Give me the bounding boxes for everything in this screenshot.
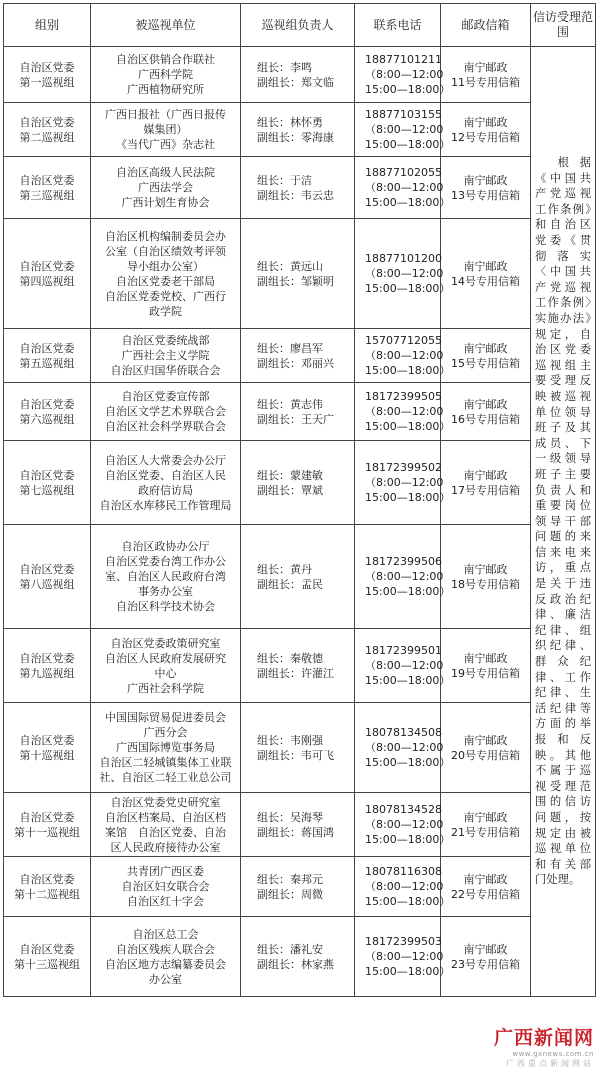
units-cell-line: 自治区档案局、自治区档 bbox=[105, 810, 226, 824]
phone-cell-line: 18078116308 bbox=[365, 865, 442, 878]
mailbox-cell-line: 南宁邮政 bbox=[463, 733, 508, 747]
mailbox-cell bbox=[441, 525, 531, 629]
units-cell-line: 中国国际贸易促进委员会 bbox=[105, 711, 226, 724]
patrol-contact-table bbox=[3, 3, 596, 997]
table-row bbox=[4, 629, 596, 703]
phone-cell-line: （8:00—12:00 bbox=[365, 349, 444, 362]
phone-cell bbox=[355, 703, 451, 793]
mailbox-cell-line: 南宁邮政 bbox=[463, 397, 508, 411]
leader-name: 组长：于洁 bbox=[257, 173, 312, 187]
units-cell-line: 广西植物研究所 bbox=[127, 83, 204, 96]
units-cell-line: 政学院 bbox=[149, 304, 182, 318]
units-cell bbox=[91, 219, 241, 329]
phone-cell-line: （8:00—12:00 bbox=[365, 818, 444, 831]
group-cell-line: 自治区党委 bbox=[19, 259, 75, 273]
phone-cell-line: 15:00—18:00） bbox=[365, 674, 451, 687]
group-cell-line: 自治区党委 bbox=[19, 651, 75, 665]
group-cell bbox=[4, 793, 91, 857]
mailbox-cell-line: 南宁邮政 bbox=[463, 651, 508, 665]
units-cell bbox=[91, 329, 241, 383]
mailbox-cell-line: 11号专用信箱 bbox=[451, 75, 520, 89]
watermark-url: www.gxnews.com.cn bbox=[512, 1050, 594, 1058]
units-cell-line: 自治区归国华侨联合会 bbox=[110, 364, 221, 377]
units-cell-line: 广西国际博览事务局 bbox=[116, 741, 215, 754]
mailbox-cell bbox=[441, 383, 531, 441]
units-cell bbox=[91, 47, 241, 103]
leader-name: 组长：林怀勇 bbox=[257, 115, 323, 129]
phone-cell-line: 18172399505 bbox=[365, 390, 442, 403]
phone-cell-line: 15:00—18:00） bbox=[365, 364, 451, 377]
deputy-leader-name: 副组长：王天广 bbox=[257, 412, 334, 426]
group-cell bbox=[4, 857, 91, 917]
phone-cell bbox=[355, 525, 451, 629]
leader-name: 组长：李鸣 bbox=[257, 60, 312, 74]
mailbox-cell-line: 南宁邮政 bbox=[463, 259, 508, 273]
leader-name: 组长：秦邦元 bbox=[257, 872, 323, 886]
scope-text: 根据《中国共产党巡视工作条例》和自治区党委《贯彻落实〈中国共产党巡视工作条例〉实施办法》规定，自治区党委巡视组主要受理反映被巡视单位领导班子及其成员、下一级领导班子主要负责人和重要岗位领导干部问题的来信来电来访，重点是关于违反政治纪律、廉洁纪律、组织纪律、群众纪律、工作纪律、生活纪律等方面的举报和反映。其他不属于巡视受理范围的信访问题，按规定由被巡视单位和有关部门处理。 bbox=[531, 47, 596, 997]
deputy-leader-name: 副组长：韦可飞 bbox=[257, 748, 334, 762]
group-cell bbox=[4, 329, 91, 383]
units-cell-line: 广西社会科学院 bbox=[127, 681, 204, 695]
table-row bbox=[4, 157, 596, 219]
group-cell-line: 自治区党委 bbox=[19, 810, 75, 824]
phone-cell-line: （8:00—12:00 bbox=[365, 741, 444, 754]
leader-cell bbox=[241, 157, 355, 219]
mailbox-cell bbox=[441, 917, 531, 997]
units-cell-line: 自治区供销合作联社 bbox=[116, 53, 215, 66]
mailbox-cell-line: 15号专用信箱 bbox=[451, 356, 520, 370]
units-cell-line: 自治区文学艺术界联合会 bbox=[105, 405, 226, 418]
group-cell-line: 第二巡视组 bbox=[19, 130, 75, 144]
units-cell bbox=[91, 157, 241, 219]
mailbox-cell-line: 南宁邮政 bbox=[463, 810, 508, 824]
units-cell bbox=[91, 857, 241, 917]
leader-name: 组长：廖昌军 bbox=[257, 341, 323, 355]
leader-name: 组长：蒙建敏 bbox=[257, 468, 323, 482]
phone-cell bbox=[355, 857, 451, 917]
phone-cell-line: （8:00—12:00 bbox=[365, 476, 444, 489]
group-cell-line: 第九巡视组 bbox=[19, 666, 75, 680]
mailbox-cell bbox=[441, 103, 531, 157]
phone-cell-line: 15:00—18:00） bbox=[365, 420, 451, 433]
group-cell-line: 第一巡视组 bbox=[19, 75, 75, 89]
leader-cell bbox=[241, 525, 355, 629]
leader-cell bbox=[241, 857, 355, 917]
units-cell-line: 自治区党委、自治区人民 bbox=[105, 468, 226, 482]
table-row bbox=[4, 103, 596, 157]
group-cell bbox=[4, 629, 91, 703]
leader-cell bbox=[241, 793, 355, 857]
mailbox-cell bbox=[441, 703, 531, 793]
phone-cell bbox=[355, 103, 451, 157]
units-cell-line: 自治区高级人民法院 bbox=[116, 166, 215, 179]
leader-cell bbox=[241, 383, 355, 441]
units-cell-line: 自治区机构编制委员会办 bbox=[105, 229, 226, 243]
phone-cell-line: （8:00—12:00 bbox=[365, 659, 444, 672]
group-cell-line: 自治区党委 bbox=[19, 733, 75, 747]
phone-cell-line: 18877102055 bbox=[365, 166, 442, 179]
deputy-leader-name: 副组长：韦云忠 bbox=[257, 188, 334, 202]
leader-cell bbox=[241, 219, 355, 329]
units-cell-line: 自治区社会科学界联合会 bbox=[105, 420, 226, 433]
mailbox-cell-line: 16号专用信箱 bbox=[451, 412, 520, 426]
leader-name: 组长：黄丹 bbox=[257, 562, 312, 576]
group-cell-line: 自治区党委 bbox=[19, 872, 75, 886]
table-header-row bbox=[4, 4, 596, 47]
mailbox-cell-line: 南宁邮政 bbox=[463, 60, 508, 74]
units-cell-line: 自治区党委政策研究室 bbox=[110, 636, 221, 650]
group-cell bbox=[4, 703, 91, 793]
units-cell-line: 自治区水库移民工作管理局 bbox=[99, 498, 232, 512]
table-row bbox=[4, 329, 596, 383]
group-cell-line: 自治区党委 bbox=[19, 468, 75, 482]
deputy-leader-name: 副组长：许灌江 bbox=[257, 666, 334, 680]
mailbox-cell-line: 南宁邮政 bbox=[463, 562, 508, 576]
units-cell-line: 自治区党委党校、广西行 bbox=[105, 289, 226, 303]
leader-name: 组长：黄远山 bbox=[257, 259, 323, 273]
phone-cell-line: 15:00—18:00） bbox=[365, 585, 451, 598]
units-cell-line: 自治区政协办公厅 bbox=[121, 540, 210, 553]
phone-cell bbox=[355, 629, 451, 703]
phone-cell bbox=[355, 47, 451, 103]
group-cell-line: 第七巡视组 bbox=[19, 483, 75, 497]
mailbox-cell-line: 21号专用信箱 bbox=[451, 825, 520, 839]
group-cell-line: 自治区党委 bbox=[19, 60, 75, 74]
group-cell-line: 第五巡视组 bbox=[19, 356, 75, 370]
units-cell-line: 中心 bbox=[154, 666, 177, 680]
phone-cell-line: （8:00—12:00 bbox=[365, 405, 444, 418]
leader-cell bbox=[241, 441, 355, 525]
units-cell-line: 案馆 自治区党委、自治 bbox=[105, 825, 226, 839]
phone-cell bbox=[355, 383, 451, 441]
units-cell bbox=[91, 917, 241, 997]
group-cell-line: 第十巡视组 bbox=[19, 748, 75, 762]
group-cell bbox=[4, 219, 91, 329]
deputy-leader-name: 副组长：孟民 bbox=[257, 577, 323, 591]
phone-cell-line: 18078134508 bbox=[365, 726, 442, 739]
group-cell-line: 自治区党委 bbox=[19, 562, 75, 576]
mailbox-cell-line: 南宁邮政 bbox=[463, 942, 508, 956]
units-cell-line: 事务办公室 bbox=[138, 585, 193, 598]
units-cell-line: 自治区地方志编纂委员会 bbox=[105, 957, 226, 971]
units-cell-line: 广西社会主义学院 bbox=[121, 349, 210, 362]
table-row bbox=[4, 703, 596, 793]
phone-cell-line: 18172399502 bbox=[365, 461, 442, 474]
deputy-leader-name: 副组长：零海康 bbox=[257, 130, 334, 144]
group-cell-line: 第八巡视组 bbox=[19, 577, 75, 591]
units-cell-line: 自治区党委宣传部 bbox=[121, 390, 210, 403]
table-row bbox=[4, 383, 596, 441]
mailbox-cell-line: 南宁邮政 bbox=[463, 115, 508, 129]
group-cell bbox=[4, 157, 91, 219]
phone-cell bbox=[355, 441, 451, 525]
mailbox-cell bbox=[441, 219, 531, 329]
mailbox-cell bbox=[441, 157, 531, 219]
watermark-subtitle: 广西重点新闻网站 bbox=[506, 1059, 594, 1068]
phone-cell-line: （8:00—12:00 bbox=[365, 950, 444, 963]
mailbox-cell-line: 南宁邮政 bbox=[463, 468, 508, 482]
phone-cell-line: 15:00—18:00） bbox=[365, 83, 451, 96]
mailbox-cell bbox=[441, 441, 531, 525]
group-cell-line: 第十三巡视组 bbox=[14, 957, 80, 971]
phone-cell-line: （8:00—12:00 bbox=[365, 68, 444, 81]
leader-cell bbox=[241, 703, 355, 793]
group-cell-line: 自治区党委 bbox=[19, 173, 75, 187]
header-units: 被巡视单位 bbox=[91, 4, 241, 47]
group-cell bbox=[4, 441, 91, 525]
group-cell-line: 自治区党委 bbox=[19, 942, 75, 956]
mailbox-cell bbox=[441, 47, 531, 103]
table-row bbox=[4, 857, 596, 917]
header-leader: 巡视组负责人 bbox=[241, 4, 355, 47]
mailbox-cell bbox=[441, 857, 531, 917]
phone-cell-line: 18877101200 bbox=[365, 252, 442, 265]
units-cell-line: 自治区党委老干部局 bbox=[116, 274, 215, 288]
units-cell-line: 共青团广西区委 bbox=[127, 865, 204, 878]
units-cell-line: 自治区二轻城镇集体工业联 bbox=[99, 756, 232, 769]
units-cell-line: 自治区残疾人联合会 bbox=[116, 942, 215, 956]
mailbox-cell-line: 20号专用信箱 bbox=[451, 748, 520, 762]
deputy-leader-name: 副组长：蒋国鸿 bbox=[257, 825, 334, 839]
units-cell-line: 广西法学会 bbox=[138, 181, 193, 194]
mailbox-cell bbox=[441, 629, 531, 703]
units-cell-line: 自治区人民政府发展研究 bbox=[105, 651, 226, 665]
units-cell-line: 政府信访局 bbox=[138, 483, 193, 497]
mailbox-cell bbox=[441, 793, 531, 857]
mailbox-cell-line: 13号专用信箱 bbox=[451, 188, 520, 202]
units-cell-line: 自治区总工会 bbox=[132, 927, 199, 941]
leader-name: 组长：吴海琴 bbox=[257, 810, 323, 824]
phone-cell-line: 18877103155 bbox=[365, 108, 442, 121]
mailbox-cell-line: 南宁邮政 bbox=[463, 872, 508, 886]
deputy-leader-name: 副组长：郑文临 bbox=[257, 75, 334, 89]
phone-cell bbox=[355, 157, 451, 219]
phone-cell-line: 18172399503 bbox=[365, 935, 442, 948]
table-row bbox=[4, 793, 596, 857]
phone-cell-line: （8:00—12:00 bbox=[365, 267, 444, 280]
units-cell-line: 广西计划生育协会 bbox=[121, 196, 210, 209]
units-cell-line: 办公室 bbox=[149, 972, 182, 986]
phone-cell-line: （8:00—12:00 bbox=[365, 880, 444, 893]
phone-cell-line: 15707712055 bbox=[365, 334, 442, 347]
leader-name: 组长：潘礼安 bbox=[257, 942, 323, 956]
table-row bbox=[4, 219, 596, 329]
header-group: 组别 bbox=[4, 4, 91, 47]
phone-cell-line: 15:00—18:00） bbox=[365, 138, 451, 151]
phone-cell-line: （8:00—12:00 bbox=[365, 123, 444, 136]
group-cell bbox=[4, 383, 91, 441]
mailbox-cell-line: 12号专用信箱 bbox=[451, 130, 520, 144]
mailbox-cell-line: 22号专用信箱 bbox=[451, 887, 520, 901]
leader-cell bbox=[241, 329, 355, 383]
leader-name: 组长：韦刚强 bbox=[257, 733, 323, 747]
units-cell-line: 自治区妇女联合会 bbox=[121, 880, 210, 893]
units-cell-line: 导小组办公室） bbox=[127, 259, 204, 273]
deputy-leader-name: 副组长：林家燕 bbox=[257, 957, 334, 971]
group-cell-line: 第三巡视组 bbox=[19, 188, 75, 202]
mailbox-cell bbox=[441, 329, 531, 383]
mailbox-cell-line: 南宁邮政 bbox=[463, 341, 508, 355]
watermark bbox=[494, 1023, 594, 1069]
mailbox-cell-line: 14号专用信箱 bbox=[451, 274, 520, 288]
group-cell bbox=[4, 103, 91, 157]
phone-cell bbox=[355, 219, 451, 329]
deputy-leader-name: 副组长：覃斌 bbox=[257, 483, 323, 497]
units-cell bbox=[91, 103, 241, 157]
units-cell-line: 自治区党委台湾工作办公 bbox=[105, 555, 226, 568]
leader-cell bbox=[241, 917, 355, 997]
table-row bbox=[4, 441, 596, 525]
units-cell bbox=[91, 441, 241, 525]
units-cell bbox=[91, 629, 241, 703]
units-cell bbox=[91, 793, 241, 857]
phone-cell bbox=[355, 329, 451, 383]
phone-cell-line: 15:00—18:00） bbox=[365, 756, 451, 769]
units-cell-line: 广西科学院 bbox=[138, 68, 193, 81]
group-cell-line: 第六巡视组 bbox=[19, 412, 75, 426]
header-phone: 联系电话 bbox=[355, 4, 441, 47]
phone-cell-line: 18877101211 bbox=[365, 53, 442, 66]
units-cell-line: 广西日报社（广西日报传 bbox=[105, 108, 226, 121]
phone-cell-line: 18172399506 bbox=[365, 555, 442, 568]
group-cell-line: 第十二巡视组 bbox=[14, 887, 80, 901]
phone-cell-line: 15:00—18:00） bbox=[365, 491, 451, 504]
group-cell-line: 第四巡视组 bbox=[19, 274, 75, 288]
mailbox-cell-line: 23号专用信箱 bbox=[451, 957, 520, 971]
units-cell-line: 自治区党委党史研究室 bbox=[110, 795, 221, 809]
group-cell bbox=[4, 917, 91, 997]
phone-cell bbox=[355, 917, 451, 997]
deputy-leader-name: 副组长：邓丽兴 bbox=[257, 356, 334, 370]
group-cell-line: 第十一巡视组 bbox=[14, 825, 80, 839]
units-cell-line: 公室（自治区绩效考评领 bbox=[105, 244, 226, 258]
header-mail: 邮政信箱 bbox=[441, 4, 531, 47]
units-cell bbox=[91, 703, 241, 793]
mailbox-cell-line: 19号专用信箱 bbox=[451, 666, 520, 680]
watermark-logo: 广西新闻网 bbox=[493, 1027, 594, 1049]
leader-name: 组长：秦敬德 bbox=[257, 651, 323, 665]
deputy-leader-name: 副组长：周微 bbox=[257, 887, 323, 901]
units-cell-line: 自治区党委统战部 bbox=[121, 334, 210, 347]
phone-cell-line: 15:00—18:00） bbox=[365, 965, 451, 978]
mailbox-cell-line: 南宁邮政 bbox=[463, 173, 508, 187]
leader-cell bbox=[241, 103, 355, 157]
units-cell-line: 广西分会 bbox=[143, 726, 188, 739]
leader-name: 组长：黄志伟 bbox=[257, 397, 323, 411]
phone-cell-line: （8:00—12:00 bbox=[365, 181, 444, 194]
units-cell bbox=[91, 383, 241, 441]
phone-cell-line: 15:00—18:00） bbox=[365, 196, 451, 209]
phone-cell-line: 18172399501 bbox=[365, 644, 442, 657]
units-cell-line: 自治区人大常委会办公厅 bbox=[105, 453, 226, 467]
units-cell-line: 《当代广西》杂志社 bbox=[116, 138, 215, 151]
phone-cell-line: 15:00—18:00） bbox=[365, 282, 451, 295]
phone-cell-line: 15:00—18:00） bbox=[365, 833, 451, 846]
units-cell bbox=[91, 525, 241, 629]
table-row bbox=[4, 917, 596, 997]
table-row bbox=[4, 47, 596, 103]
phone-cell bbox=[355, 793, 451, 857]
group-cell bbox=[4, 47, 91, 103]
group-cell-line: 自治区党委 bbox=[19, 397, 75, 411]
group-cell-line: 自治区党委 bbox=[19, 115, 75, 129]
leader-cell bbox=[241, 629, 355, 703]
phone-cell-line: （8:00—12:00 bbox=[365, 570, 444, 583]
units-cell-line: 媒集团） bbox=[143, 123, 188, 136]
mailbox-cell-line: 18号专用信箱 bbox=[451, 577, 520, 591]
mailbox-cell-line: 17号专用信箱 bbox=[451, 483, 520, 497]
units-cell-line: 自治区科学技术协会 bbox=[116, 600, 215, 613]
header-scope: 信访受理范围 bbox=[531, 4, 596, 47]
table-row bbox=[4, 525, 596, 629]
units-cell-line: 社、自治区二轻工业总公司 bbox=[99, 771, 232, 784]
group-cell bbox=[4, 525, 91, 629]
group-cell-line: 自治区党委 bbox=[19, 341, 75, 355]
units-cell-line: 自治区红十字会 bbox=[127, 895, 204, 908]
units-cell-line: 室、自治区人民政府台湾 bbox=[105, 570, 226, 583]
phone-cell-line: 18078134528 bbox=[365, 803, 442, 816]
units-cell-line: 区人民政府接待办公室 bbox=[110, 840, 221, 854]
leader-cell bbox=[241, 47, 355, 103]
deputy-leader-name: 副组长：邹颖明 bbox=[257, 274, 334, 288]
phone-cell-line: 15:00—18:00） bbox=[365, 895, 451, 908]
